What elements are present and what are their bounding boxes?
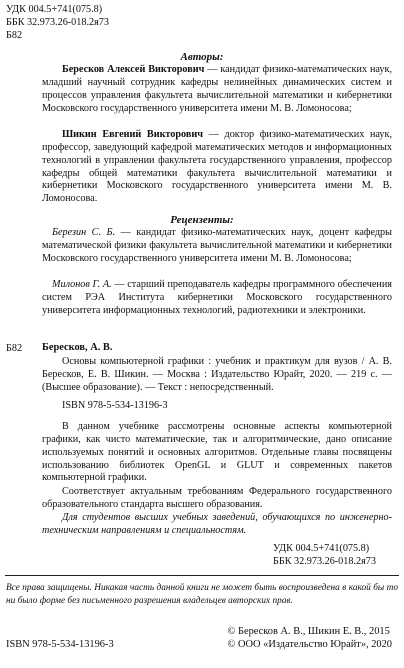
reviewer-2: [42, 279, 392, 318]
annotation-p2: Соответствует актуальным требованиям Федерального государственного образовательного стандарта высшего образования.: [42, 486, 392, 510]
authors-heading: Авторы:: [180, 51, 224, 63]
isbn-bottom: ISBN 978-5-534-13196-3: [6, 639, 114, 650]
classification-codes-right: [273, 542, 388, 568]
author-2-desc: — доктор физико-математических наук, профессор, заведующий кафедрой математических методов и информационных технологий в управлении факультета государственного управления, профессор кафедры общей математики факультета вычислительной математики и кибернетики Московского государственного университета имени М. В. Ломоносова.: [42, 129, 392, 205]
biblio-record: Основы компьютерной графики : учебник и практикум для вузов / А. В. Бересков, Е. В. Шикин. — Москва : Издательство Юрайт, 2020. — 219 с. — (Высшее образование). — Текст : непосредственный.: [42, 356, 392, 393]
bbk-code: ББК 32.973.26-018.2я73: [6, 17, 109, 28]
bbk-code-right: ББК 32.973.26-018.2я73: [273, 556, 376, 567]
biblio-author: Бересков, А. В.: [42, 342, 113, 353]
biblio-index: Б82: [6, 343, 23, 354]
annotation-p3: Для студентов высших учебных заведений, обучающихся по инженерно-техническим направлениям и специальностям.: [42, 512, 392, 536]
copyright-authors: © Бересков А. В., Шикин Е. В., 2015: [227, 626, 390, 637]
annotation-p1: В данном учебнике рассмотрены основные аспекты компьютерной графики, как чисто математические, так и алгоритмические, дано описание используемых понятий и основных алгоритмов. Отдельные главы посвящены использованию библиотек OpenGL и GLUT и современных пакетов компьютерной графики.: [42, 421, 392, 484]
author-2-name: Шикин Евгений Викторович: [62, 129, 204, 140]
biblio-isbn: ISBN 978-5-534-13196-3: [62, 400, 168, 411]
copyright-block: [228, 625, 392, 651]
rights-notice: Все права защищены. Никакая часть данной книги не может быть воспроизведена в какой бы то ни было форме без письменного разрешения владельцев авторских прав.: [6, 583, 398, 606]
classification-codes: [6, 3, 109, 42]
reviewers-heading: Рецензенты:: [170, 214, 234, 226]
author-1: [42, 64, 392, 115]
copyright-publisher: © ООО «Издательство Юрайт», 2020: [227, 639, 392, 650]
author-index: Б82: [6, 30, 23, 41]
author-1-desc: — кандидат физико-математических наук, младший научный сотрудник кафедры нелинейных динамических систем и процессов управления факультета вычислительной математики и кибернетики Московского государственного университета имени М. В. Ломоносова;: [42, 64, 392, 114]
reviewer-1-desc: — кандидат физико-математических наук, доцент кафедры математической физики факультета вычислительной математики и кибернетики Московского государственного университета имени М. В. Ломоносова;: [42, 227, 392, 264]
udk-code: УДК 004.5+741(075.8): [6, 4, 103, 15]
reviewer-2-desc: — старший преподаватель кафедры программного обеспечения систем РЭА Института кибернетики Московского государственного университета информационных технологий, радиотехники и электроники.: [42, 279, 392, 316]
reviewer-1-name: Березин С. Б.: [52, 227, 116, 238]
author-2: [42, 129, 392, 206]
reviewer-1: [42, 227, 392, 266]
divider-line: [5, 575, 399, 576]
author-1-name: Бересков Алексей Викторович: [62, 64, 205, 75]
udk-code-right: УДК 004.5+741(075.8): [273, 543, 370, 554]
reviewer-2-name: Милонов Г. А.: [52, 279, 112, 290]
